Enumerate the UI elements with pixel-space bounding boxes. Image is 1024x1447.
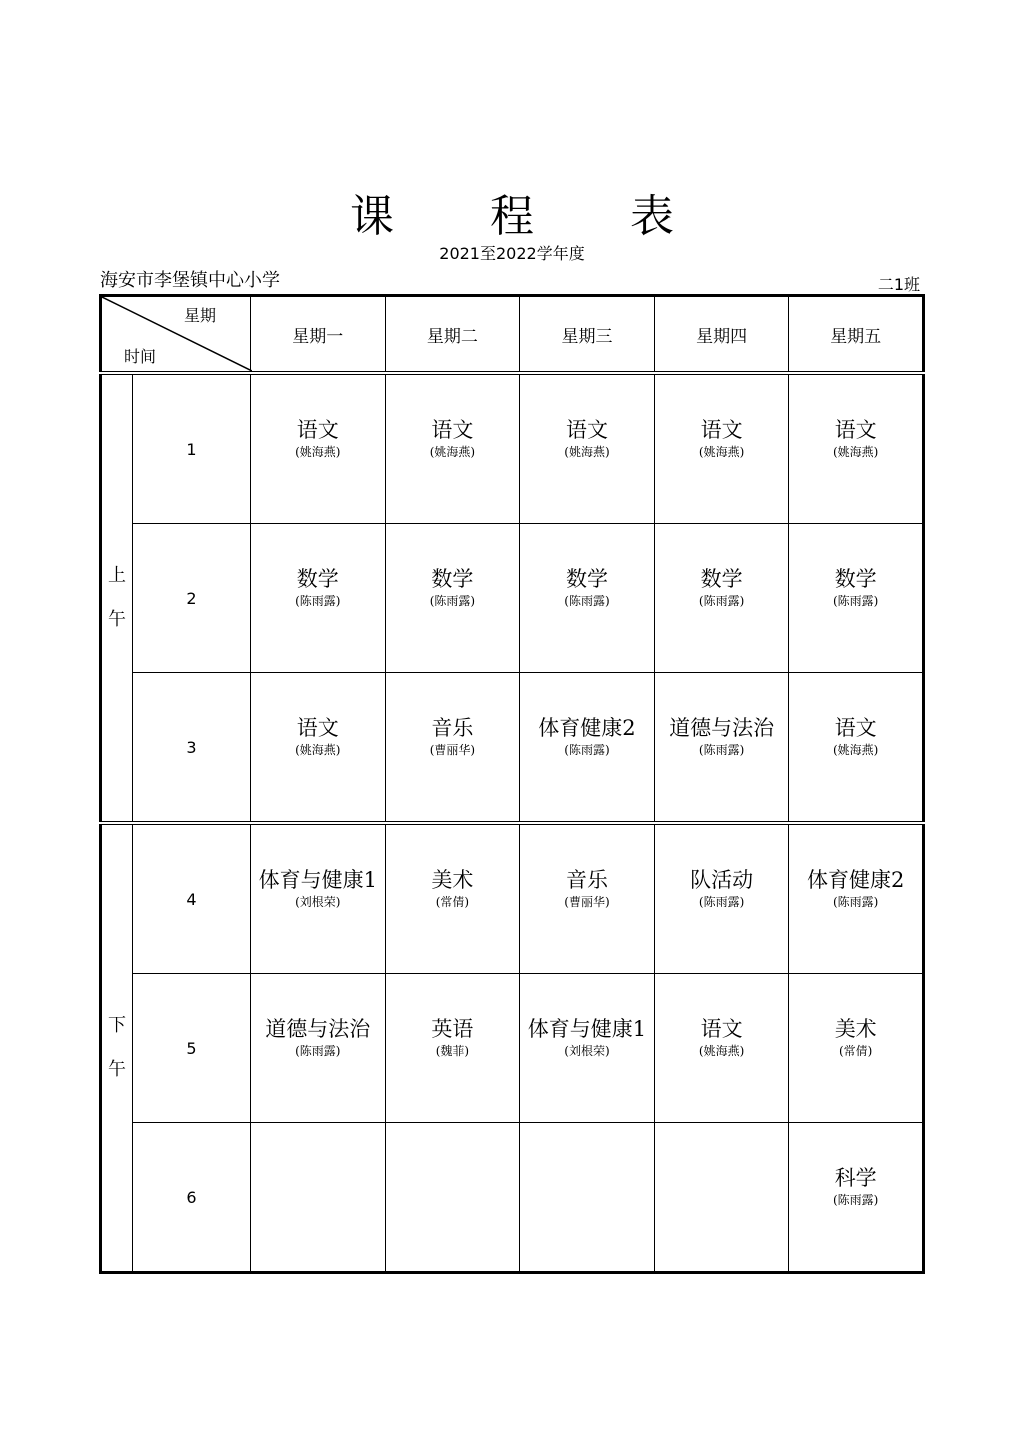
table-row [101,1123,924,1273]
half-char: 下 [108,1015,126,1036]
day-header: 星期二 [385,296,520,374]
teacher-name: (姚海燕) [295,445,341,459]
teacher-name: (陈雨露) [429,594,476,608]
period-number: 2 [133,524,251,673]
subject-name: 语文 [296,716,339,740]
day-header: 星期三 [520,296,655,374]
day-header: 星期五 [789,296,924,374]
subject-name: 音乐 [565,868,608,892]
teacher-name: (曹丽华) [564,895,610,909]
subject-name: 体育健康2 [538,716,636,740]
corner-cell [101,296,251,374]
class-cell [385,974,520,1123]
class-cell [789,673,924,824]
class-cell-content [386,867,520,911]
table-row [101,673,924,824]
subject-name: 语文 [700,1017,743,1041]
class-cell-content [251,715,385,759]
class-cell-content [655,867,789,911]
class-cell [251,974,386,1123]
teacher-name: (陈雨露) [698,895,745,909]
title-char: 表 [630,191,674,242]
subject-name: 美术 [834,1017,877,1041]
class-cell [789,373,924,524]
subject-name: 语文 [565,418,608,442]
class-cell-content [386,1016,520,1060]
teacher-name: (姚海燕) [833,445,879,459]
class-cell [789,1123,924,1273]
subject-name: 道德与法治 [265,1017,371,1041]
class-cell-content [251,417,385,461]
subject-name: 数学 [296,567,339,591]
header-row [101,296,924,374]
class-cell [654,673,789,824]
teacher-name: (曹丽华) [429,743,476,757]
class-cell [654,1123,789,1273]
school-year: 2021至2022学年度 [439,244,585,263]
teacher-name: (常倩) [435,895,470,909]
class-cell-content [520,715,654,759]
subject-name: 体育健康2 [807,868,905,892]
teacher-name: (陈雨露) [833,594,879,608]
class-cell-content [386,715,520,759]
period-number: 3 [133,673,251,824]
subject-name: 英语 [431,1017,474,1041]
table-row [101,524,924,673]
class-cell-content [251,566,385,610]
subject-name: 语文 [296,418,339,442]
class-cell-content [655,417,789,461]
class-cell [654,524,789,673]
school-name: 海安市李堡镇中心小学 [100,270,280,291]
class-cell-content [655,1016,789,1060]
period-number: 5 [133,974,251,1123]
class-cell-content [520,417,654,461]
teacher-name: (陈雨露) [564,594,610,608]
class-cell-content [520,566,654,610]
class-cell [789,823,924,974]
class-cell-content [655,566,789,610]
page-title [0,180,1024,244]
subject-name: 队活动 [690,868,754,892]
class-cell [385,1123,520,1273]
day-header: 星期一 [251,296,386,374]
day-header: 星期四 [654,296,789,374]
class-cell-content [386,417,520,461]
teacher-name: (陈雨露) [295,1044,341,1058]
class-cell [251,373,386,524]
class-cell-content [251,1016,385,1060]
class-cell [654,823,789,974]
teacher-name: (陈雨露) [564,743,610,757]
subject-name: 数学 [431,567,474,591]
teacher-name: (陈雨露) [833,895,879,909]
class-cell-content [655,715,789,759]
class-cell-content [520,867,654,911]
class-cell [520,673,655,824]
teacher-name: (姚海燕) [833,743,879,757]
class-cell-content [789,867,922,911]
period-number: 6 [133,1123,251,1273]
subject-name: 道德与法治 [669,716,775,740]
subject-name: 美术 [431,868,474,892]
half-char: 午 [108,1059,126,1080]
teacher-name: (陈雨露) [833,1193,879,1207]
class-cell-content [789,566,922,610]
class-cell [520,1123,655,1273]
teacher-name: (陈雨露) [295,594,341,608]
teacher-name: (魏菲) [435,1044,470,1058]
class-cell [654,373,789,524]
subject-name: 语文 [834,418,877,442]
half-char: 上 [108,565,126,586]
half-char: 午 [108,609,126,630]
corner-week-label: 星期 [183,306,216,325]
class-cell [385,524,520,673]
class-cell [520,524,655,673]
class-cell [520,823,655,974]
teacher-name: (陈雨露) [698,743,745,757]
timetable [99,294,925,1274]
class-cell [520,373,655,524]
subject-name: 语文 [834,716,877,740]
subject-name: 语文 [431,418,474,442]
table-row [101,974,924,1123]
teacher-name: (姚海燕) [429,445,476,459]
class-cell [385,823,520,974]
class-cell [251,823,386,974]
teacher-name: (姚海燕) [564,445,610,459]
class-cell [251,524,386,673]
corner-time-label: 时间 [124,347,157,366]
class-cell-content [789,417,922,461]
morning-label [101,373,133,823]
class-cell [654,974,789,1123]
teacher-name: (陈雨露) [698,594,745,608]
teacher-name: (刘根荣) [295,895,341,909]
subject-name: 科学 [834,1166,877,1190]
subject-name: 体育与健康1 [527,1017,647,1041]
class-cell-content [520,1016,654,1060]
period-number: 4 [133,823,251,974]
title-char: 程 [490,191,534,242]
class-cell [789,974,924,1123]
subject-name: 数学 [565,567,608,591]
title-char: 课 [350,191,394,242]
teacher-name: (姚海燕) [698,445,745,459]
class-cell-content [789,1016,922,1060]
teacher-name: (常倩) [839,1044,873,1058]
class-cell [385,673,520,824]
class-cell [520,974,655,1123]
teacher-name: (姚海燕) [295,743,341,757]
period-number: 1 [133,373,251,524]
class-cell-content [386,566,520,610]
afternoon-label [101,823,133,1273]
subject-name: 体育与健康1 [258,868,377,892]
subject-name: 数学 [700,567,743,591]
class-cell-content [789,1165,922,1209]
class-cell-content [251,867,385,911]
class-cell [251,1123,386,1273]
subject-name: 音乐 [431,716,474,740]
class-cell [385,373,520,524]
table-row [101,823,924,974]
subject-name: 数学 [834,567,877,591]
class-cell-content [789,715,922,759]
class-cell [789,524,924,673]
teacher-name: (刘根荣) [564,1044,610,1058]
class-cell [251,673,386,824]
teacher-name: (姚海燕) [698,1044,745,1058]
table-row [101,373,924,524]
class-name: 二1班 [877,275,920,294]
subject-name: 语文 [700,418,743,442]
